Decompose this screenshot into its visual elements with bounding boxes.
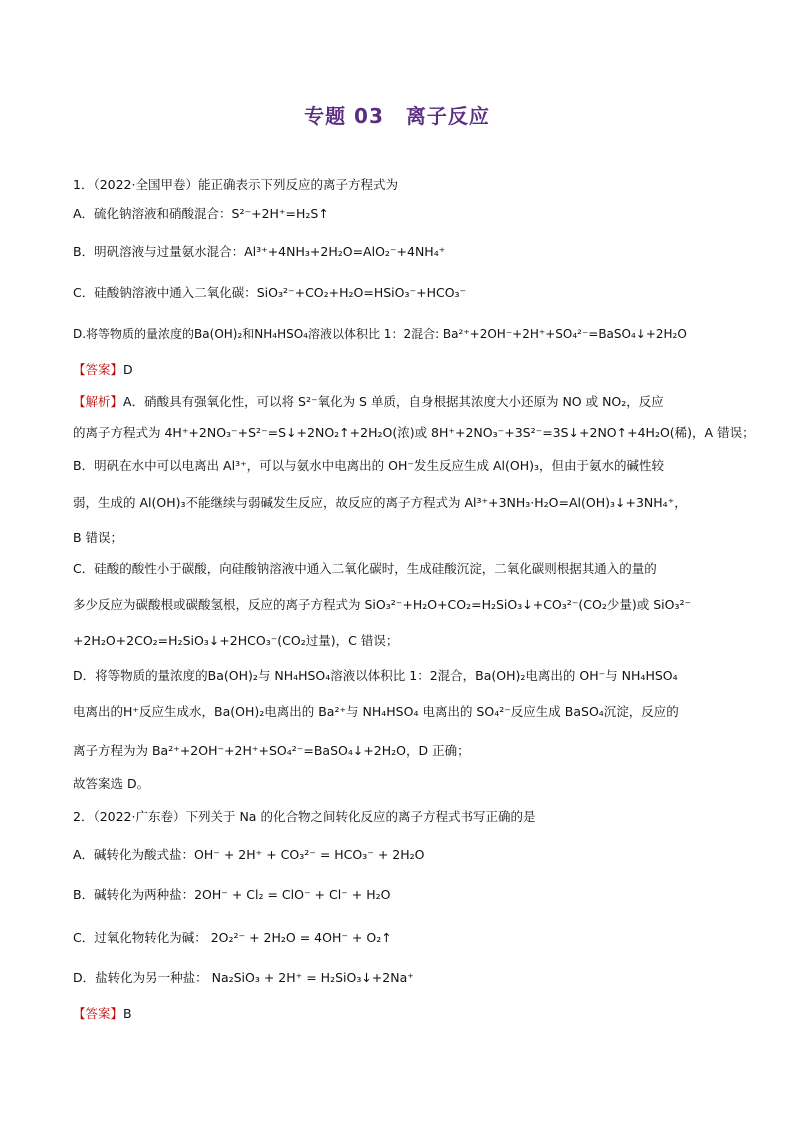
q2-option-c: C．过氧化物转化为碱： 2O₂²⁻ + 2H₂O = 4OH⁻ + O₂↑: [73, 930, 392, 945]
q1-stem: 1．（2022·全国甲卷）能正确表示下列反应的离子方程式为: [73, 177, 398, 192]
analysis-tag: 【解析】: [73, 394, 124, 409]
q2-stem: 2．（2022·广东卷）下列关于 Na 的化合物之间转化反应的离子方程式书写正确的是: [73, 809, 536, 824]
q1-analysis-line: D．将等物质的量浓度的Ba(OH)₂与 NH₄HSO₄溶液以体积比 1：2混合，Ba(OH)₂电离出的 OH⁻与 NH₄HSO₄: [73, 668, 678, 683]
answer-value: B: [123, 1006, 132, 1021]
q1-analysis-line: 多少反应为碳酸根或碳酸氢根，反应的离子方程式为 SiO₃²⁻+H₂O+CO₂=H₂SiO₃↓+CO₃²⁻(CO₂少量)或 SiO₃²⁻: [73, 597, 692, 612]
analysis-text: A．硝酸具有强氧化性，可以将 S²⁻氧化为 S 单质，自身根据其浓度大小还原为 NO 或 NO₂，反应: [123, 394, 664, 409]
q1-analysis-line: C．硅酸的酸性小于碳酸，向硅酸钠溶液中通入二氧化碳时，生成硅酸沉淀，二氧化碳则根据其通入的量的: [73, 561, 657, 576]
q1-answer: [73, 362, 728, 378]
q1-analysis-line: 弱，生成的 Al(OH)₃不能继续与弱碱发生反应，故反应的离子方程式为 Al³⁺+3NH₃·H₂O=Al(OH)₃↓+3NH₄⁺，: [73, 495, 687, 510]
q2-option-b: B．碱转化为两种盐：2OH⁻ + Cl₂ = ClO⁻ + Cl⁻ + H₂O: [73, 887, 391, 902]
q2-option-d: D．盐转化为另一种盐： Na₂SiO₃ + 2H⁺ = H₂SiO₃↓+2Na⁺: [73, 970, 414, 985]
q1-analysis-line: B．明矾在水中可以电离出 Al³⁺，可以与氨水中电离出的 OH⁻发生反应生成 Al(OH)₃，但由于氨水的碱性较: [73, 458, 664, 473]
answer-value: D: [123, 362, 133, 377]
q1-analysis-line: B 错误；: [73, 530, 124, 545]
title-topic-number: 专题 03: [304, 104, 384, 128]
q1-analysis-line: 的离子方程式为 4H⁺+2NO₃⁻+S²⁻=S↓+2NO₂↑+2H₂O(浓)或 8H⁺+2NO₃⁻+3S²⁻=3S↓+2NO↑+4H₂O(稀)，A 错误；: [73, 425, 755, 440]
q1-analysis-line: 离子方程为为 Ba²⁺+2OH⁻+2H⁺+SO₄²⁻=BaSO₄↓+2H₂O，D 正确；: [73, 743, 470, 758]
q1-option-c: C．硅酸钠溶液中通入二氧化碳：SiO₃²⁻+CO₂+H₂O=HSiO₃⁻+HCO₃⁻: [73, 285, 467, 300]
q1-analysis-line: 故答案选 D。: [73, 776, 150, 791]
q1-option-a: A．硫化钠溶液和硝酸混合：S²⁻+2H⁺=H₂S↑: [73, 206, 329, 221]
title-topic-name: 离子反应: [405, 104, 490, 128]
answer-tag: 【答案】: [73, 1006, 124, 1021]
q1-option-b: B．明矾溶液与过量氨水混合：Al³⁺+4NH₃+2H₂O=AlO₂⁻+4NH₄⁺: [73, 244, 446, 259]
q2-option-a: A．碱转化为酸式盐：OH⁻ + 2H⁺ + CO₃²⁻ = HCO₃⁻ + 2H₂O: [73, 847, 425, 862]
q1-analysis-line: 电离出的H⁺反应生成水，Ba(OH)₂电离出的 Ba²⁺与 NH₄HSO₄ 电离出的 SO₄²⁻反应生成 BaSO₄沉淀，反应的: [73, 704, 679, 719]
q2-answer: [73, 1006, 728, 1022]
q1-analysis-line: [73, 394, 728, 410]
q1-option-d: D.将等物质的量浓度的Ba(OH)₂和NH₄HSO₄溶液以体积比 1：2混合: Ba²⁺+2OH⁻+2H⁺+SO₄²⁻=BaSO₄↓+2H₂O: [73, 327, 687, 341]
page-title: [0, 100, 794, 129]
answer-tag: 【答案】: [73, 362, 124, 377]
q1-analysis-line: +2H₂O+2CO₂=H₂SiO₃↓+2HCO₃⁻(CO₂过量)，C 错误；: [73, 633, 399, 648]
